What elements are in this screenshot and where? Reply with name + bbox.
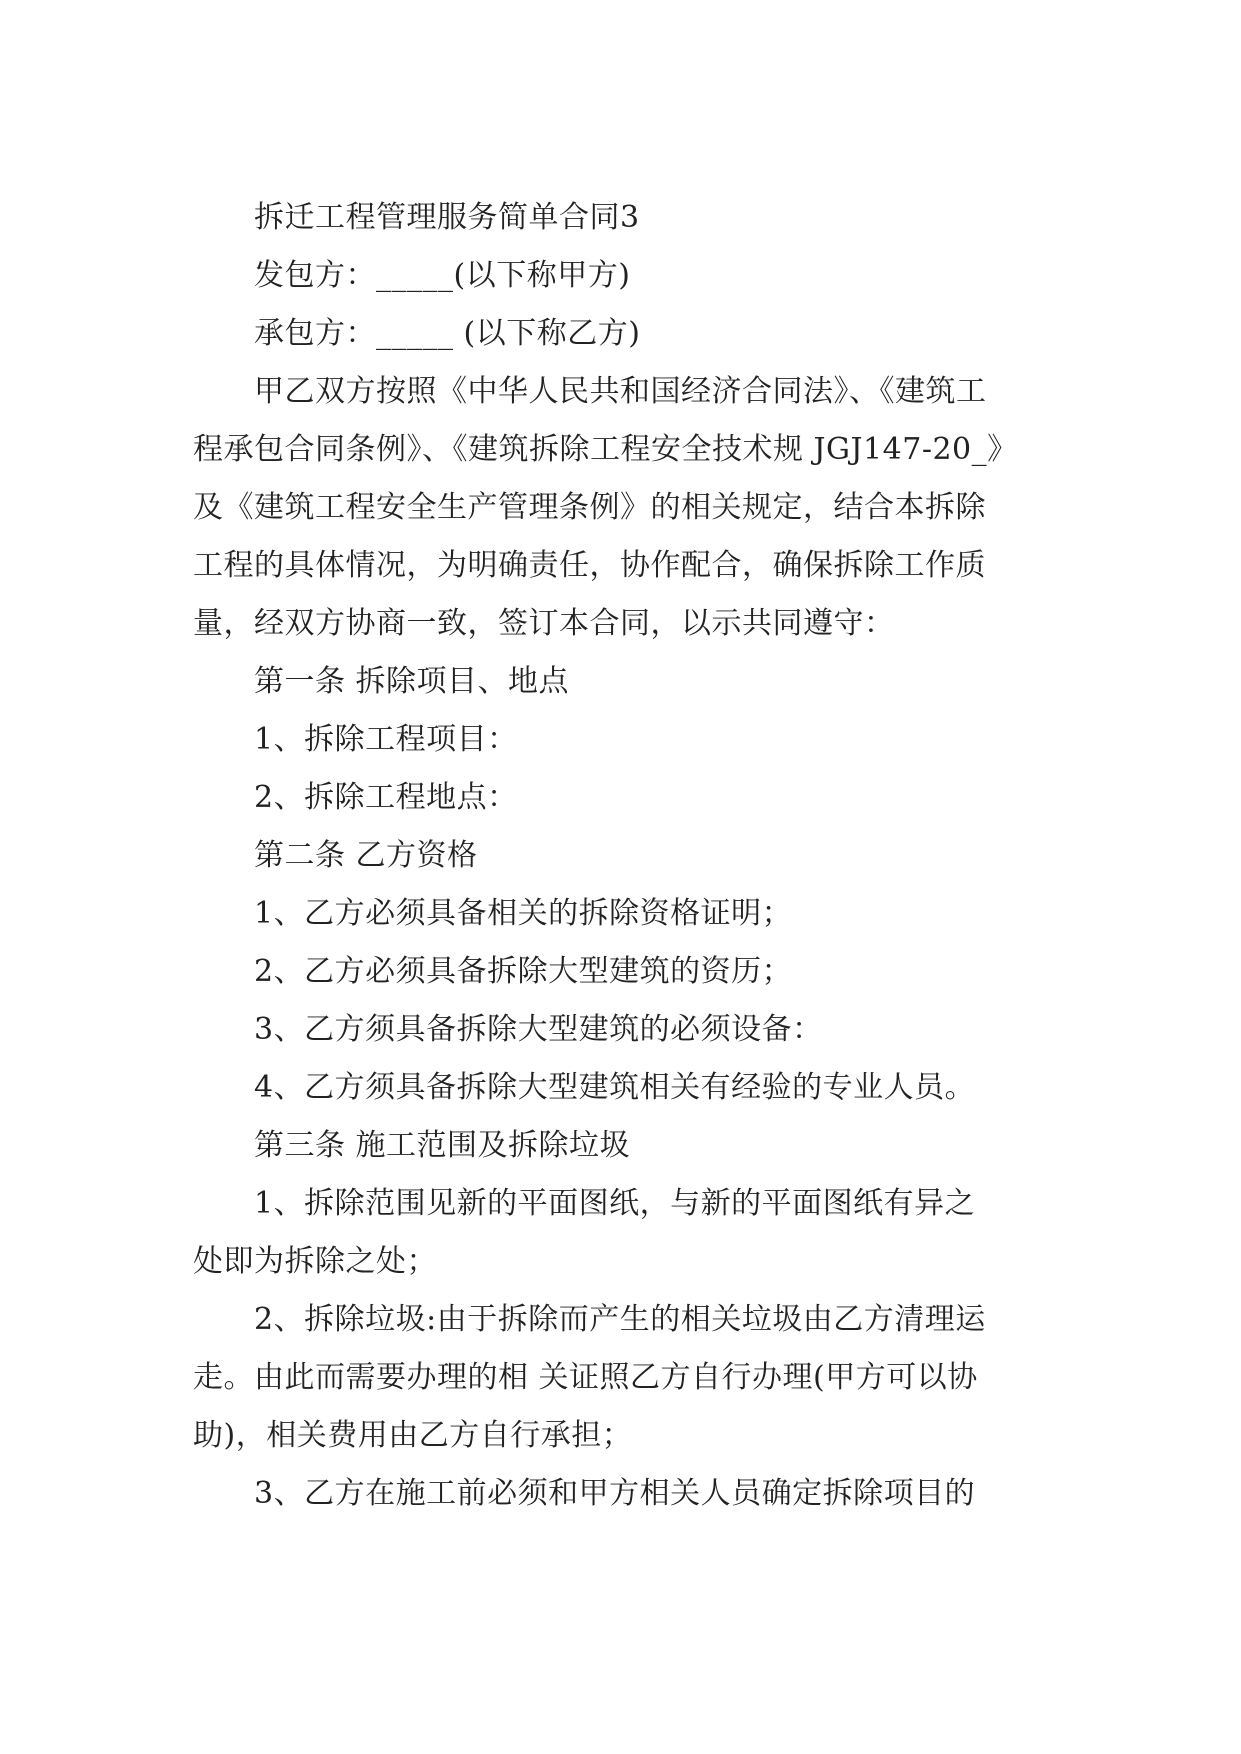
- article-item-continuation: 走。由此而需要办理的相 关证照乙方自行办理(甲方可以协: [193, 1360, 978, 1395]
- article-item: 3、乙方须具备拆除大型建筑的必须设备：: [254, 1012, 823, 1047]
- party-b-line: 承包方：_____ (以下称乙方): [254, 316, 641, 351]
- article-heading: 第二条 乙方资格: [254, 838, 478, 873]
- article-item-continuation: 处即为拆除之处；: [193, 1244, 437, 1279]
- document-title: 拆迁工程管理服务简单合同3: [254, 200, 640, 235]
- article-item: 1、乙方必须具备相关的拆除资格证明；: [254, 896, 793, 931]
- article-item: 2、拆除垃圾:由于拆除而产生的相关垃圾由乙方清理运: [254, 1302, 986, 1337]
- article-item: 1、拆除工程项目：: [254, 722, 518, 757]
- article-item-continuation: 助)，相关费用由乙方自行承担；: [193, 1418, 633, 1453]
- party-a-line: 发包方：_____(以下称甲方): [254, 258, 631, 293]
- preamble-line: 量，经双方协商一致，签订本合同，以示共同遵守：: [193, 606, 895, 641]
- preamble-line: 程承包合同条例》、《建筑拆除工程安全技术规 JGJ147-20_》: [193, 432, 1018, 467]
- article-item: 3、乙方在施工前必须和甲方相关人员确定拆除项目的: [254, 1476, 976, 1511]
- article-item: 2、拆除工程地点：: [254, 780, 518, 815]
- preamble-line: 工程的具体情况，为明确责任，协作配合，确保拆除工作质: [193, 548, 986, 583]
- article-heading: 第一条 拆除项目、地点: [254, 664, 570, 699]
- preamble-line: 及《建筑工程安全生产管理条例》的相关规定，结合本拆除: [193, 490, 986, 525]
- article-item: 2、乙方必须具备拆除大型建筑的资历；: [254, 954, 793, 989]
- preamble-line: 甲乙双方按照《中华人民共和国经济合同法》、《建筑工: [254, 374, 987, 409]
- article-heading: 第三条 施工范围及拆除垃圾: [254, 1128, 631, 1163]
- article-item: 1、拆除范围见新的平面图纸，与新的平面图纸有异之: [254, 1186, 976, 1221]
- article-item: 4、乙方须具备拆除大型建筑相关有经验的专业人员。: [254, 1070, 976, 1105]
